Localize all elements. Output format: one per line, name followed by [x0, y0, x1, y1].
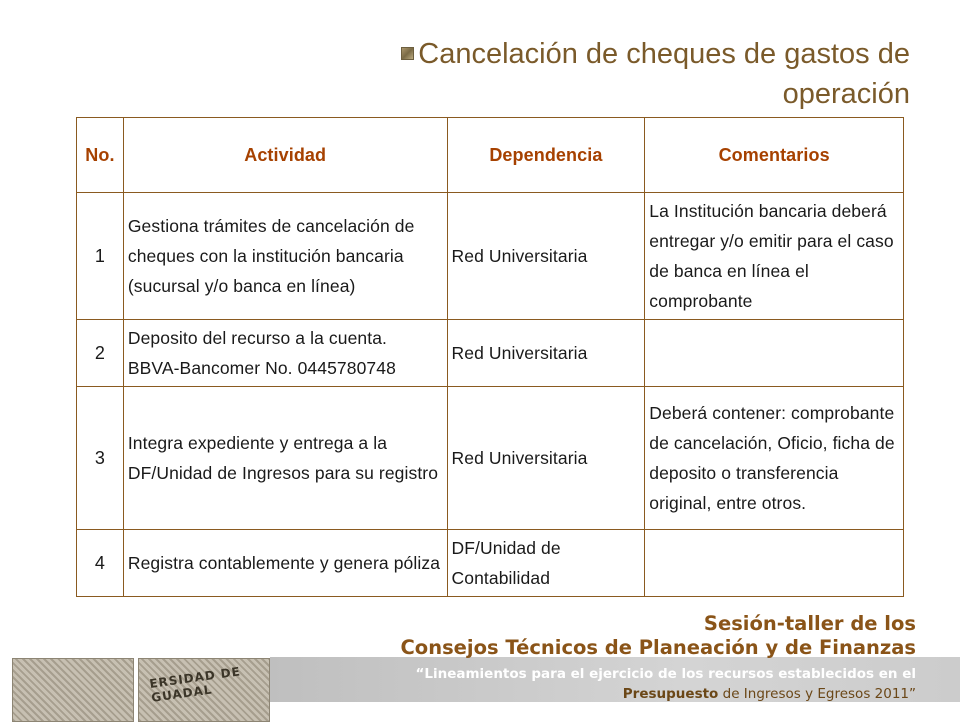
cell-actividad: Deposito del recurso a la cuenta. BBVA-Bancomer No. 0445780748	[123, 320, 447, 387]
cell-comentarios	[645, 320, 904, 387]
cell-dependencia: DF/Unidad de Contabilidad	[447, 530, 645, 597]
cell-no: 4	[77, 530, 124, 597]
cell-comentarios	[645, 530, 904, 597]
table-header-row	[77, 118, 904, 193]
session-title	[400, 612, 916, 660]
cell-comentarios: La Institución bancaria deberá entregar y/o emitir para el caso de banca en línea el comprobante	[645, 193, 904, 320]
slide-title	[350, 34, 910, 114]
table-row	[77, 387, 904, 530]
university-seal-left-image	[12, 658, 134, 722]
session-line-2: Consejos Técnicos de Planeación y de Finanzas	[400, 636, 916, 659]
cell-actividad: Registra contablemente y genera póliza	[123, 530, 447, 597]
cell-actividad: Gestiona trámites de cancelación de cheques con la institución bancaria (sucursal y/o banca en línea)	[123, 193, 447, 320]
table-row	[77, 193, 904, 320]
seal-lettering: ERSIDAD DE GUADAL	[148, 664, 242, 705]
cell-dependencia: Red Universitaria	[447, 387, 645, 530]
header-no: No.	[77, 118, 124, 193]
tagline-line-1: “Lineamientos para el ejercicio de los recursos establecidos en el	[415, 666, 916, 682]
cell-actividad: Integra expediente y entrega a la DF/Unidad de Ingresos para su registro	[123, 387, 447, 530]
header-dependencia: Dependencia	[447, 118, 645, 193]
table-row	[77, 530, 904, 597]
title-line-2: operación	[782, 78, 910, 110]
header-actividad: Actividad	[123, 118, 447, 193]
title-bullet-icon	[401, 47, 414, 60]
tagline-line-2-bold: Presupuesto	[622, 686, 719, 702]
cell-dependencia: Red Universitaria	[447, 320, 645, 387]
title-line-1: Cancelación de cheques de gastos de	[418, 38, 910, 70]
activities-table	[76, 117, 904, 597]
footer-tagline	[415, 664, 916, 704]
cell-dependencia: Red Universitaria	[447, 193, 645, 320]
tagline-line-2-rest: de Ingresos y Egresos 2011”	[718, 686, 916, 702]
cell-no: 3	[77, 387, 124, 530]
cell-no: 2	[77, 320, 124, 387]
cell-comentarios: Deberá contener: comprobante de cancelación, Oficio, ficha de deposito o transferencia original, entre otros.	[645, 387, 904, 530]
cell-no: 1	[77, 193, 124, 320]
header-comentarios: Comentarios	[645, 118, 904, 193]
session-line-1: Sesión-taller de los	[703, 612, 916, 635]
table-row	[77, 320, 904, 387]
